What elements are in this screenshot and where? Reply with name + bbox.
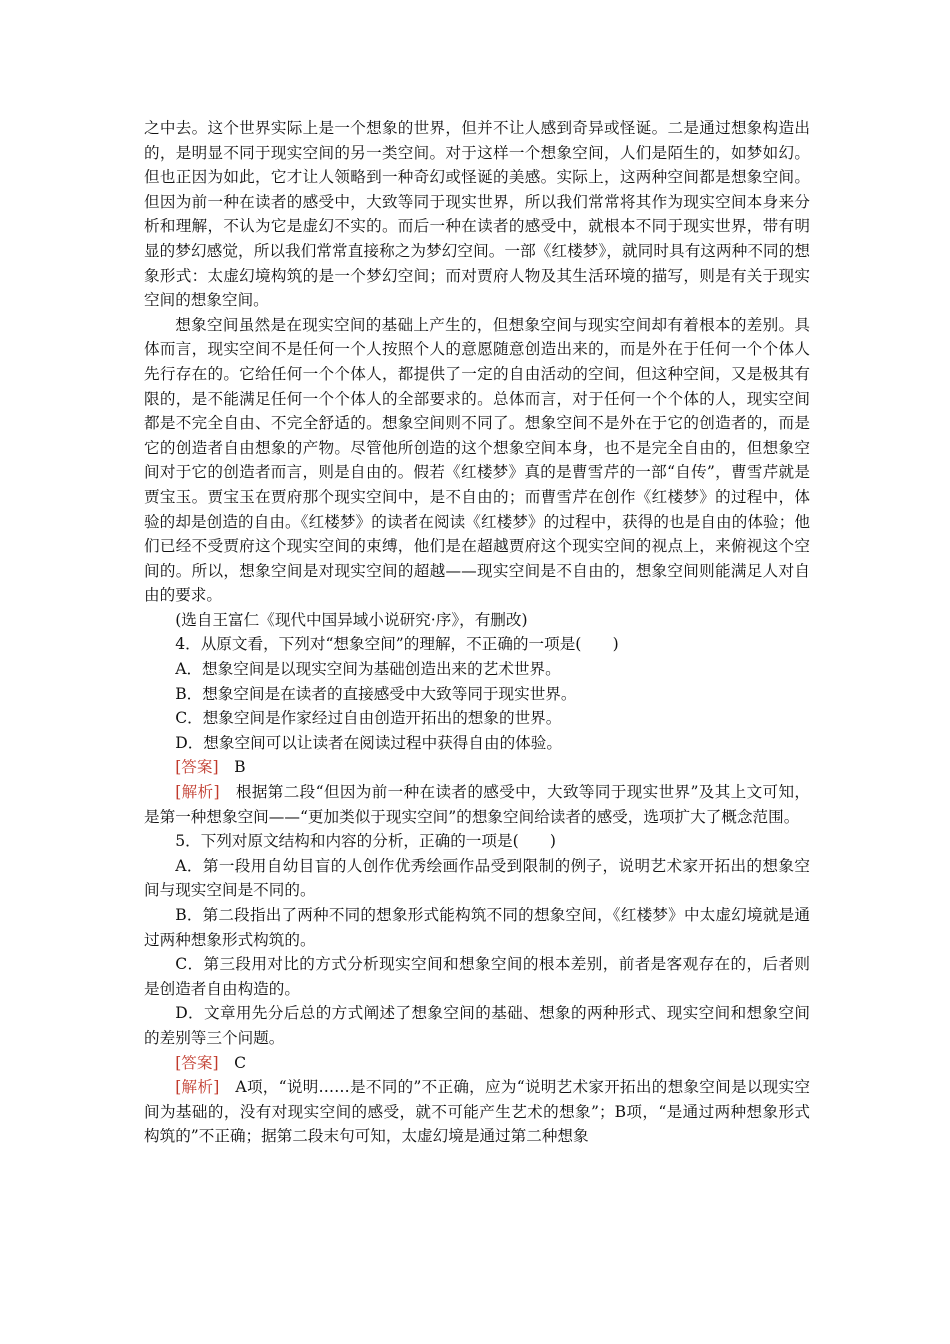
question-5-stem: 5．下列对原文结构和内容的分析，正确的一项是( ) [175, 832, 556, 851]
q5-option-d: D．文章用先分后总的方式阐述了想象空间的基础、想象的两种形式、现实空间和想象空间的差别等三个问题。 [144, 1004, 810, 1047]
q5-option-a: A．第一段用自幼目盲的人创作优秀绘画作品受到限制的例子，说明艺术家开拓出的想象空间与现实空间是不同的。 [144, 856, 810, 900]
q4-option-b: B．想象空间是在读者的直接感受中大致等同于现实世界。 [175, 684, 577, 703]
q5-option-b: B．第二段指出了两种不同的想象形式能构筑不同的想象空间，《红楼梦》中太虚幻境就是通过两种想象形式构筑的。 [144, 906, 810, 949]
analysis-tag: [解析] [175, 783, 220, 802]
q4-analysis [144, 780, 810, 829]
answer-tag: [答案] [175, 758, 219, 777]
q4-option-c: C．想象空间是作家经过自由创造开拓出的想象的世界。 [175, 709, 562, 728]
q4-option-a: A．想象空间是以现实空间为基础创造出来的艺术世界。 [175, 660, 561, 679]
q5-answer-value: C [234, 1053, 247, 1072]
q4-option-d: D．想象空间可以让读者在阅读过程中获得自由的体验。 [175, 733, 562, 752]
q5-analysis-text: A项，“说明……是不同的”不正确，应为“说明艺术家开拓出的想象空间是以现实空间为基础的，没有对现实空间的感受，就不可能产生艺术的想象”；B项，“是通过两种想象形式构筑的”不正确；据第二段末句可知，太虚幻境是通过第二种想象 [144, 1078, 810, 1146]
question-4-stem: 4．从原文看，下列对“想象空间”的理解，不正确的一项是( ) [175, 635, 619, 654]
passage-paragraph-continued: 之中去。这个世界实际上是一个想象的世界，但并不让人感到奇异或怪诞。二是通过想象构造出的，是明显不同于现实空间的另一类空间。对于这样一个想象空间，人们是陌生的，如梦如幻。但也正因为如此，它才让人领略到一种奇幻或怪诞的美感。实际上，这两种空间都是想象空间。但因为前一种在读者的感受中，大致等同于现实世界，所以我们常常将其作为现实空间本身来分析和理解，不认为它是虚幻不实的。而后一种在读者的感受中，就根本不同于现实世界，带有明显的梦幻感觉，所以我们常常直接称之为梦幻空间。一部《红楼梦》，就同时具有这两种不同的想象形式：太虚幻境构筑的是一个梦幻空间；而对贾府人物及其生活环境的描写，则是有关于现实空间的想象空间。 [144, 119, 810, 310]
q5-option-c: C．第三段用对比的方式分析现实空间和想象空间的根本差别，前者是客观存在的，后者则是创造者自由构造的。 [144, 955, 810, 998]
q4-analysis-text: 根据第二段“但因为前一种在读者的感受中，大致等同于现实世界”及其上文可知，是第一种想象空间——“更加类似于现实空间”的想象空间给读者的感受，选项扩大了概念范围。 [144, 783, 810, 826]
document-page [144, 116, 810, 1149]
q4-answer-value: B [234, 758, 246, 777]
analysis-tag: [解析] [175, 1078, 220, 1097]
q5-analysis [144, 1075, 810, 1149]
q4-answer [144, 755, 810, 780]
passage-source: (选自王富仁《现代中国异域小说研究·序》，有删改) [175, 610, 528, 629]
answer-tag: [答案] [175, 1053, 219, 1072]
q5-answer [144, 1051, 810, 1076]
passage-paragraph-3: 想象空间虽然是在现实空间的基础上产生的，但想象空间与现实空间却有着根本的差别。具体而言，现实空间不是任何一个人按照个人的意愿随意创造出来的，而是外在于任何一个个体人先行存在的。它给任何一个个体人，都提供了一定的自由活动的空间，但这种空间，又是极其有限的，是不能满足任何一个个体人的全部要求的。总体而言，对于任何一个个体的人，现实空间都是不完全自由、不完全舒适的。想象空间则不同了。想象空间不是外在于它的创造者的，而是它的创造者自由想象的产物。尽管他所创造的这个想象空间本身，也不是完全自由的，但想象空间对于它的创造者而言，则是自由的。假若《红楼梦》真的是曹雪芹的一部“自传”，曹雪芹就是贾宝玉。贾宝玉在贾府那个现实空间中，是不自由的；而曹雪芹在创作《红楼梦》的过程中，体验的却是创造的自由。《红楼梦》的读者在阅读《红楼梦》的过程中，获得的也是自由的体验；他们已经不受贾府这个现实空间的束缚，他们是在超越贾府这个现实空间的视点上，来俯视这个空间的。所以，想象空间是对现实空间的超越——现实空间是不自由的，想象空间则能满足人对自由的要求。 [144, 315, 810, 605]
